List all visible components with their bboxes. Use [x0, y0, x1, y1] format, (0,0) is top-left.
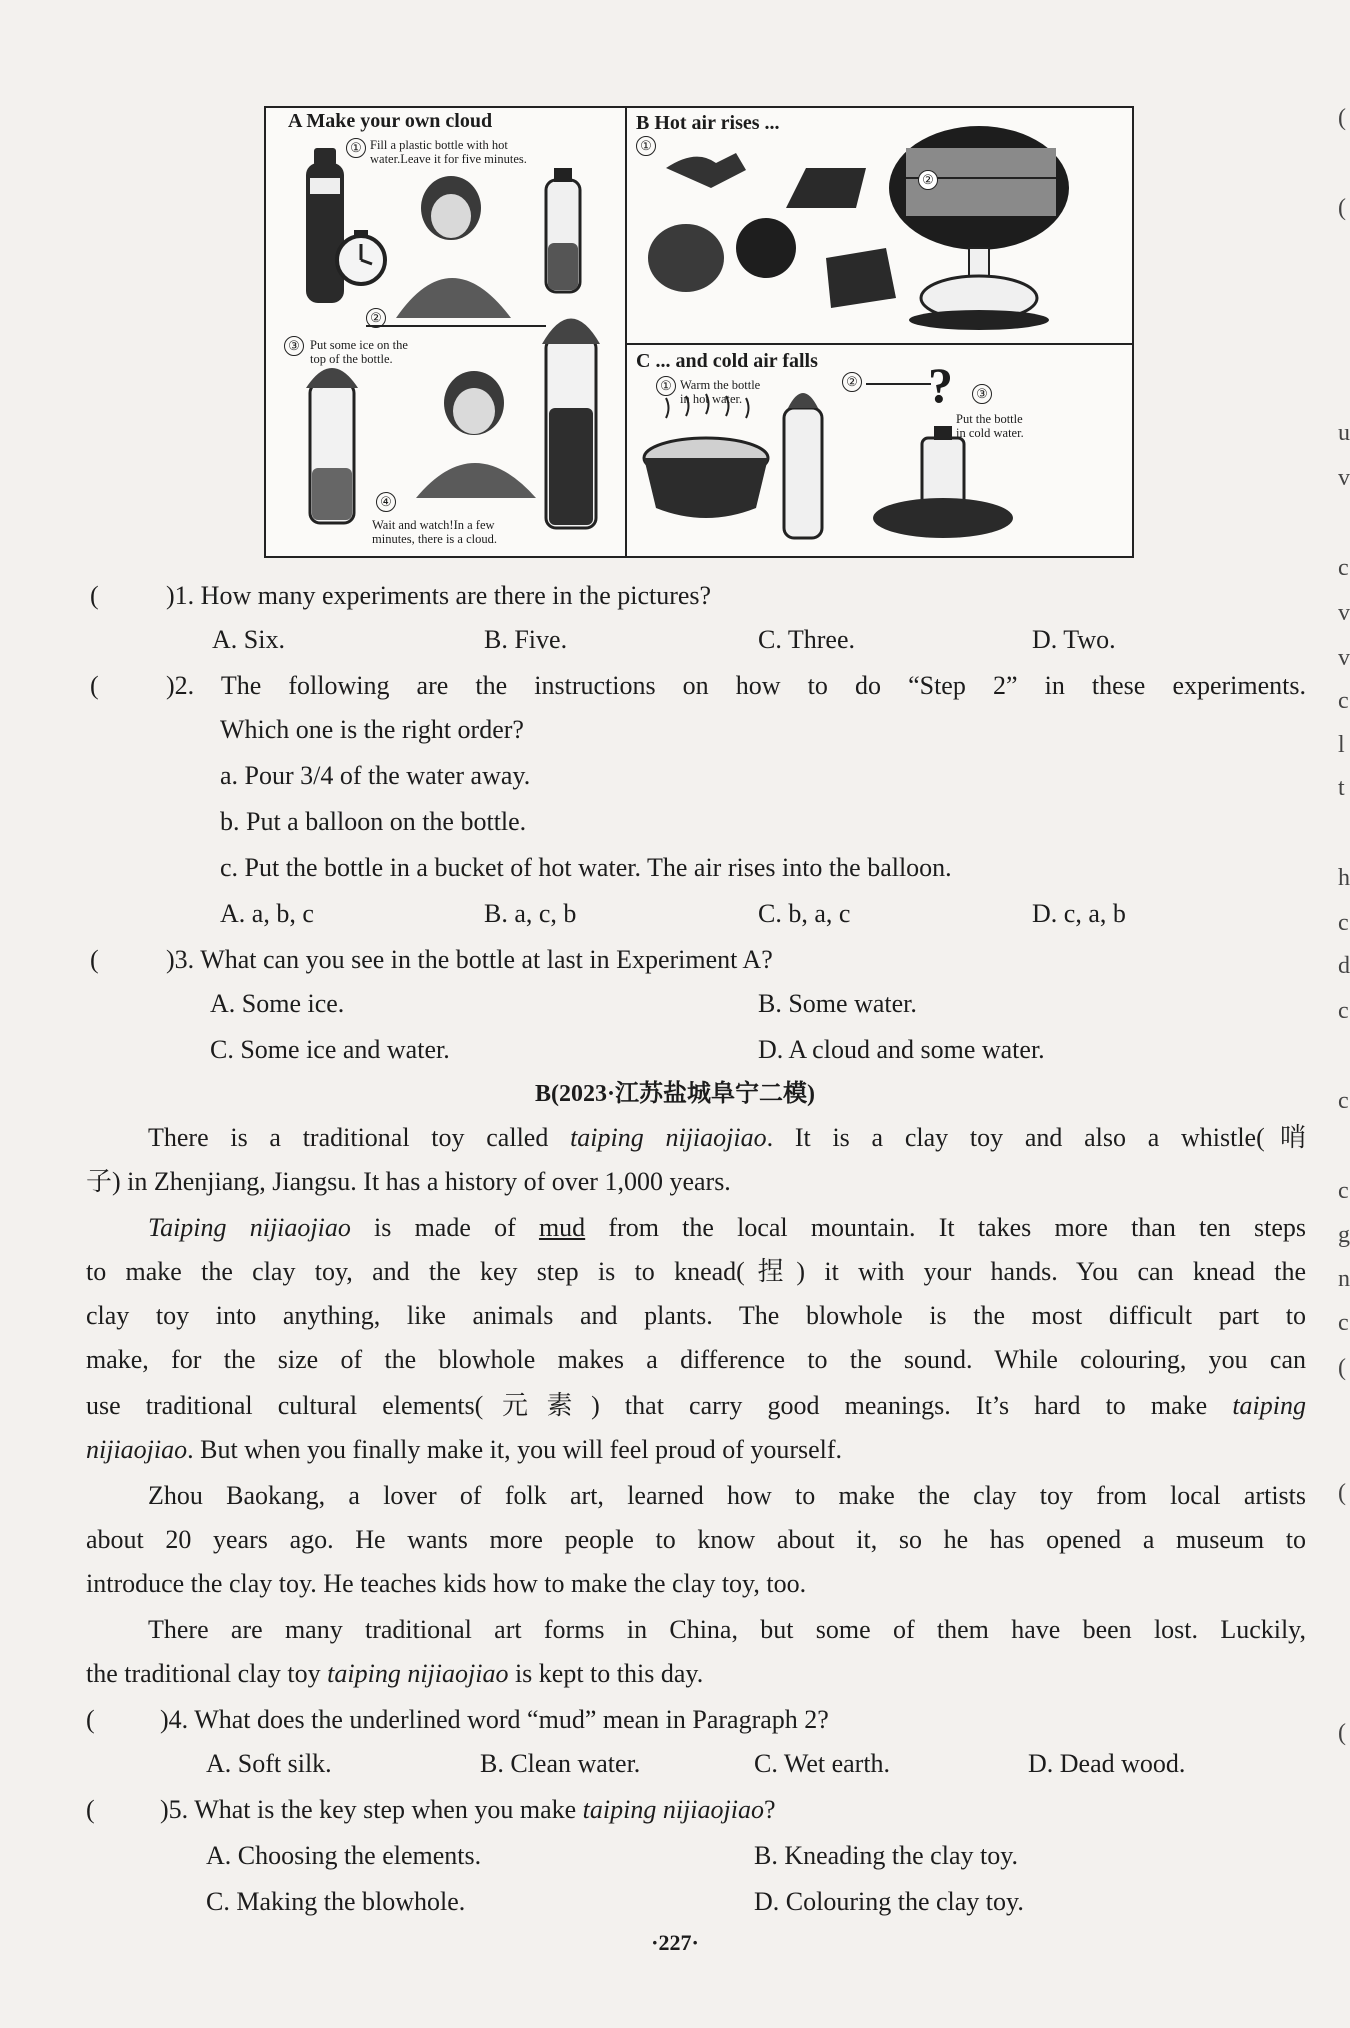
question-mark-symbol: ? — [928, 357, 953, 413]
experiment-figure — [264, 106, 1134, 558]
edge-letter: c — [1338, 998, 1349, 1024]
answer-paren-open-5[interactable]: ( — [86, 1795, 95, 1824]
instruction-c: c. Put the bottle in a bucket of hot water. The air rises into the balloon. — [220, 853, 952, 882]
panel-a-bottle-illustration — [306, 148, 344, 303]
balloon-on-bottle-illustration — [889, 126, 1069, 330]
bottle-illustration-top — [546, 168, 580, 292]
p4-line2: the traditional clay toy taiping nijiaojiao is kept to this day. — [86, 1659, 704, 1688]
answer-paren-open-4[interactable]: ( — [86, 1705, 95, 1734]
option-d[interactable]: D. Dead wood. — [1028, 1749, 1186, 1778]
circled-number-4: ④ — [376, 492, 396, 512]
edge-letter: ( — [1338, 1720, 1346, 1746]
edge-letter: v — [1338, 600, 1350, 626]
option-a[interactable]: A. a, b, c — [220, 899, 314, 928]
instruction-b: b. Put a balloon on the bottle. — [220, 807, 527, 836]
edge-letter: ( — [1338, 1355, 1346, 1381]
p2-line3: clay toy into anything, like animals and plants. The blowhole is the most difficult part to — [86, 1301, 1306, 1330]
question-4-stem: )4. What does the underlined word “mud” mean in Paragraph 2? — [160, 1705, 829, 1734]
bottle-illustration-c — [784, 393, 822, 538]
question-2-stem-line2: Which one is the right order? — [220, 715, 524, 744]
question-5-stem: )5. What is the key step when you make taiping nijiaojiao? — [160, 1795, 776, 1824]
p2-line1: Taiping nijiaojiao is made of mud from the local mountain. It takes more than ten steps — [148, 1213, 1306, 1242]
page-number: ·227· — [651, 1930, 699, 1955]
option-c[interactable]: C. Some ice and water. — [210, 1035, 450, 1064]
bottle-in-cold-water-illustration — [873, 426, 1013, 538]
option-b[interactable]: B. Kneading the clay toy. — [754, 1841, 1019, 1870]
answer-paren-open-2[interactable]: ( — [90, 671, 99, 700]
answer-paren-open-3[interactable]: ( — [90, 945, 99, 974]
underlined-word-mud: mud — [538, 1213, 586, 1242]
option-c[interactable]: C. Wet earth. — [754, 1749, 891, 1778]
circled-number-1-c: ① — [656, 376, 676, 396]
edge-letter: ( — [1338, 195, 1346, 221]
p2-line2: to make the clay toy, and the key step is to knead(捏) it with your hands. You can knead the — [86, 1257, 1306, 1286]
circled-number-1: ① — [346, 138, 366, 158]
panel-c-title: C ... and cold air falls — [636, 350, 818, 372]
edge-letter: ( — [1338, 1480, 1346, 1506]
panel-a-step4-caption: Wait and watch!In a few minutes, there is a cloud. — [372, 518, 497, 546]
edge-letter: t — [1338, 775, 1345, 801]
circled-number-2-b: ② — [918, 170, 938, 190]
panel-c-step1-caption: Warm the bottle in hot water. — [680, 378, 761, 406]
p1-line1: There is a traditional toy called taiping nijiaojiao. It is a clay toy and also a whistle(哨 — [148, 1123, 1306, 1152]
option-b[interactable]: B. a, c, b — [484, 899, 577, 928]
circled-number-2-c: ② — [842, 372, 862, 392]
clock-illustration — [337, 230, 385, 284]
option-a[interactable]: A. Soft silk. — [206, 1749, 332, 1778]
panel-b-title: B Hot air rises ... — [636, 112, 780, 134]
edge-letter: c — [1338, 1088, 1349, 1114]
option-a[interactable]: A. Some ice. — [210, 989, 345, 1018]
panel-a-step3-caption: Put some ice on the top of the bottle. — [310, 338, 408, 366]
edge-letter: l — [1338, 732, 1345, 758]
edge-letter: g — [1338, 1222, 1350, 1248]
edge-letter: ( — [1338, 105, 1346, 131]
edge-letter: c — [1338, 910, 1349, 936]
option-c[interactable]: C. Making the blowhole. — [206, 1887, 466, 1916]
girl-illustration-top — [396, 176, 511, 318]
question-2-stem-line1: )2. The following are the instructions on how to do “Step 2” in these experiments. — [166, 671, 1307, 700]
edge-letter: c — [1338, 555, 1349, 581]
p4-line1: There are many traditional art forms in China, but some of them have been lost. Luckily, — [148, 1615, 1306, 1644]
p3-line2: about 20 years ago. He wants more people to know about it, so he has opened a museum to — [86, 1525, 1306, 1554]
option-b[interactable]: B. Five. — [484, 625, 568, 654]
edge-letter: u — [1338, 420, 1350, 446]
option-a[interactable]: A. Six. — [212, 625, 285, 654]
option-d[interactable]: D. Two. — [1032, 625, 1116, 654]
edge-letter: d — [1338, 953, 1350, 979]
option-a[interactable]: A. Choosing the elements. — [206, 1841, 482, 1870]
panel-a-title: A Make your own cloud — [288, 110, 493, 132]
balloon-blowing-illustration — [648, 218, 796, 292]
bottle-with-ice-illustration — [306, 368, 358, 523]
circled-number-1-b: ① — [636, 136, 656, 156]
option-b[interactable]: B. Some water. — [758, 989, 917, 1018]
edge-letter: c — [1338, 1178, 1349, 1204]
question-1-stem: )1. How many experiments are there in the pictures? — [166, 581, 712, 610]
option-d[interactable]: D. c, a, b — [1032, 899, 1126, 928]
figure-illustrations — [266, 108, 1132, 556]
edge-letter: h — [1338, 865, 1350, 891]
panel-a-step1-caption: Fill a plastic bottle with hot water.Leave it for five minutes. — [370, 138, 527, 166]
circled-number-2: ② — [366, 308, 386, 328]
option-b[interactable]: B. Clean water. — [480, 1749, 641, 1778]
p2-line6: nijiaojiao. But when you finally make it, you will feel proud of yourself. — [86, 1435, 843, 1464]
p3-line3: introduce the clay toy. He teaches kids how to make the clay toy, too. — [86, 1569, 807, 1598]
circled-number-3-c: ③ — [972, 384, 992, 404]
bucket-hot-water-illustration — [644, 394, 768, 518]
section-b-heading: B(2023·江苏盐城阜宁二模) — [535, 1081, 815, 1107]
edge-letter: n — [1338, 1266, 1350, 1292]
p3-line1: Zhou Baokang, a lover of folk art, learned how to make the clay toy from local artists — [148, 1481, 1306, 1510]
option-d[interactable]: D. Colouring the clay toy. — [754, 1887, 1024, 1916]
panel-c-step3-caption: Put the bottle in cold water. — [956, 412, 1024, 440]
instruction-a: a. Pour 3/4 of the water away. — [220, 761, 531, 790]
girl-illustration-bottom — [416, 371, 536, 498]
edge-letter: v — [1338, 645, 1350, 671]
glove-and-bottle-illustration — [666, 153, 866, 208]
bottle-with-cloud-illustration — [542, 319, 600, 529]
option-c[interactable]: C. Three. — [758, 625, 855, 654]
p2-line4: make, for the size of the blowhole makes a difference to the sound. While colouring, you can — [86, 1345, 1306, 1374]
circled-number-3: ③ — [284, 336, 304, 356]
p2-line5: use traditional cultural elements(元素) that carry good meanings. It’s hard to make taiping — [86, 1391, 1306, 1420]
option-c[interactable]: C. b, a, c — [758, 899, 851, 928]
edge-letter: v — [1338, 465, 1350, 491]
question-3-stem: )3. What can you see in the bottle at last in Experiment A? — [166, 945, 773, 974]
answer-paren-open-1[interactable]: ( — [90, 581, 99, 610]
option-d[interactable]: D. A cloud and some water. — [758, 1035, 1045, 1064]
p1-line2: 子) in Zhenjiang, Jiangsu. It has a history of over 1,000 years. — [86, 1167, 731, 1196]
glove-illustration-b — [826, 248, 896, 308]
edge-letter: c — [1338, 1310, 1349, 1336]
edge-letter: c — [1338, 688, 1349, 714]
